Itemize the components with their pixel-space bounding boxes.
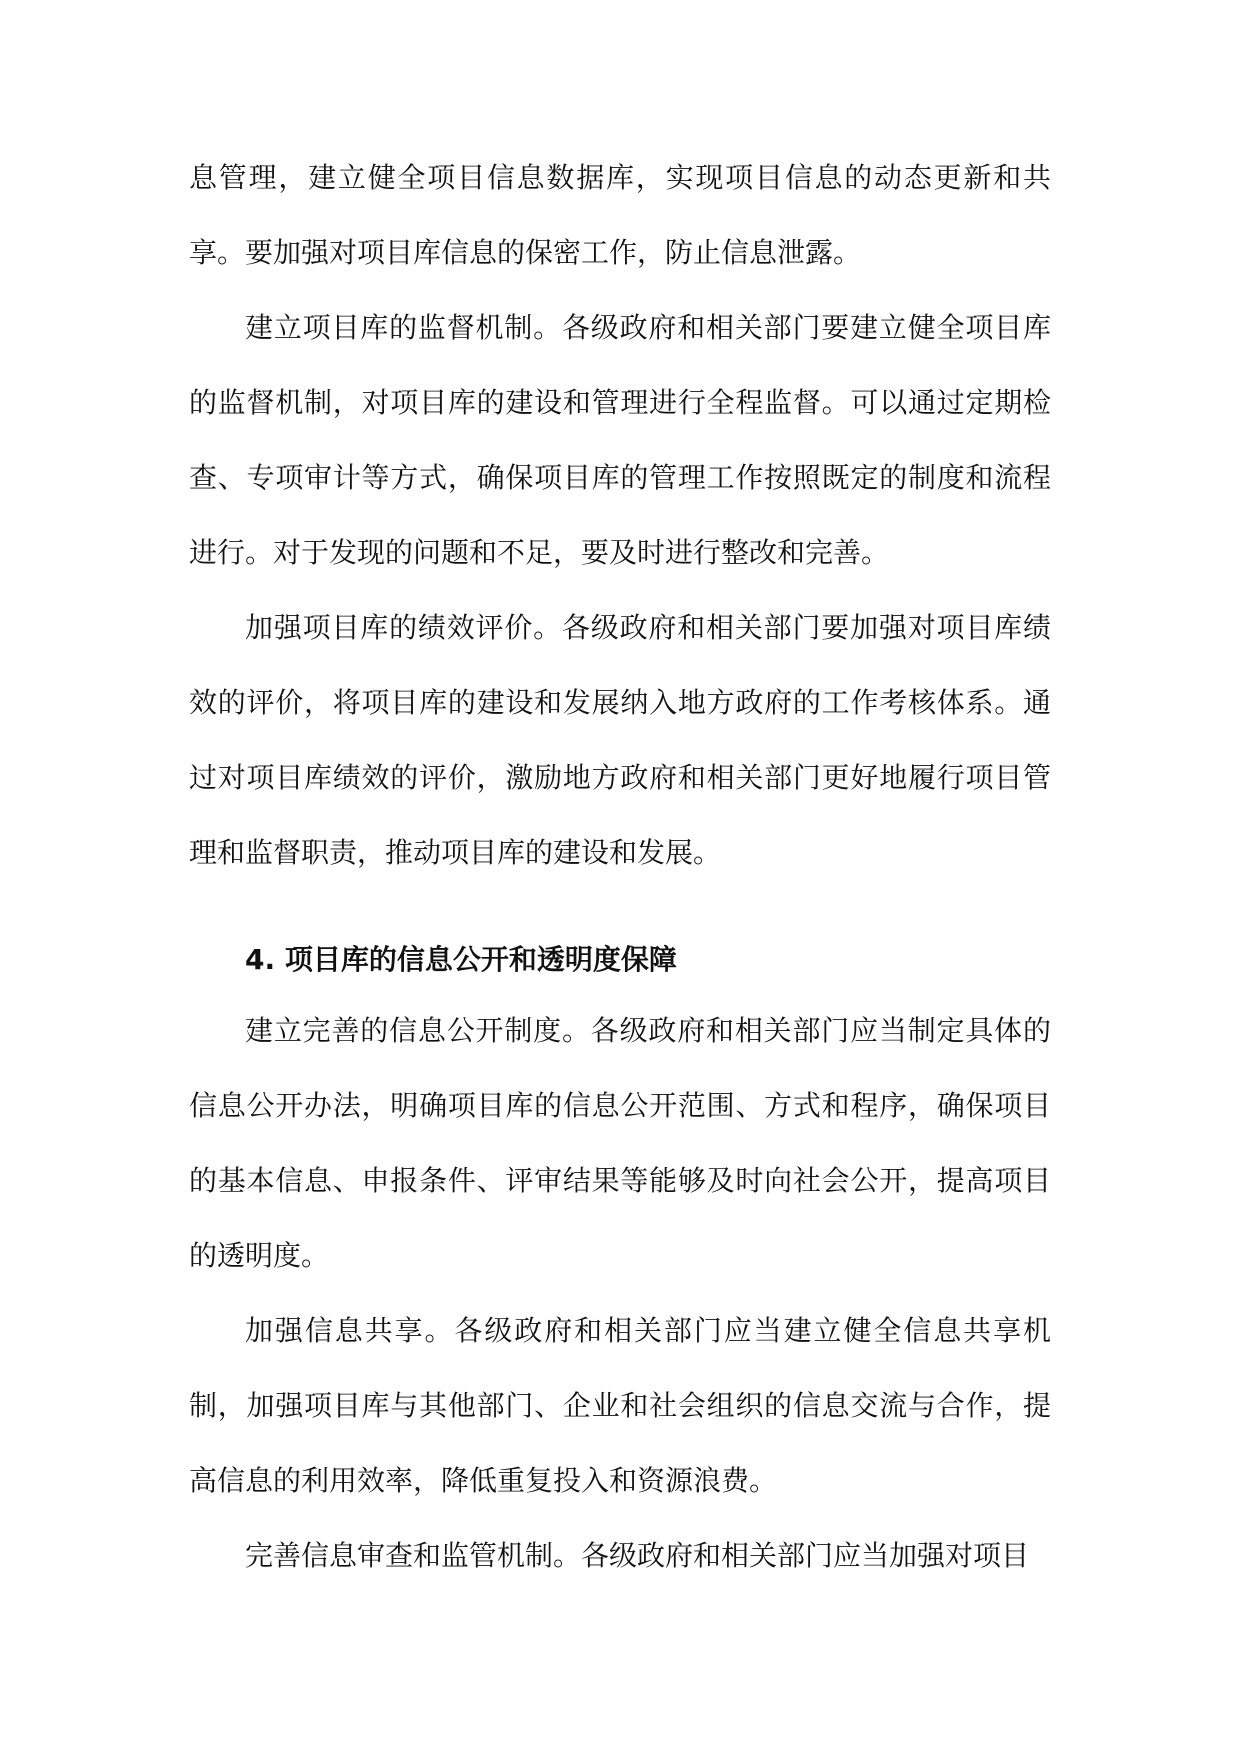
paragraph-disclosure-system: 建立完善的信息公开制度。各级政府和相关部门应当制定具体的信息公开办法，明确项目库的信息公开范围、方式和程序，确保项目的基本信息、申报条件、评审结果等能够及时向社会公开，提高项目的透明度。 <box>189 1014 1051 1272</box>
paragraph-information-sharing: 加强信息共享。各级政府和相关部门应当建立健全信息共享机制，加强项目库与其他部门、企业和社会组织的信息交流与合作，提高信息的利用效率，降低重复投入和资源浪费。 <box>189 1314 1051 1497</box>
paragraph-continuation: 息管理，建立健全项目信息数据库，实现项目信息的动态更新和共享。要加强对项目库信息的保密工作，防止信息泄露。 <box>189 161 1051 269</box>
document-body <box>189 140 1051 1593</box>
paragraph-review-supervision: 完善信息审查和监管机制。各级政府和相关部门应当加强对项目 <box>245 1539 1030 1572</box>
section-heading-container <box>189 922 1051 997</box>
section-heading: 4. 项目库的信息公开和透明度保障 <box>245 943 677 976</box>
paragraph-performance-evaluation: 加强项目库的绩效评价。各级政府和相关部门要加强对项目库绩效的评价，将项目库的建设和发展纳入地方政府的工作考核体系。通过对项目库绩效的评价，激励地方政府和相关部门更好地履行项目管理和监督职责，推动项目库的建设和发展。 <box>189 611 1051 869</box>
paragraph-supervision-mechanism: 建立项目库的监督机制。各级政府和相关部门要建立健全项目库的监督机制，对项目库的建设和管理进行全程监督。可以通过定期检查、专项审计等方式，确保项目库的管理工作按照既定的制度和流程进行。对于发现的问题和不足，要及时进行整改和完善。 <box>189 311 1051 569</box>
